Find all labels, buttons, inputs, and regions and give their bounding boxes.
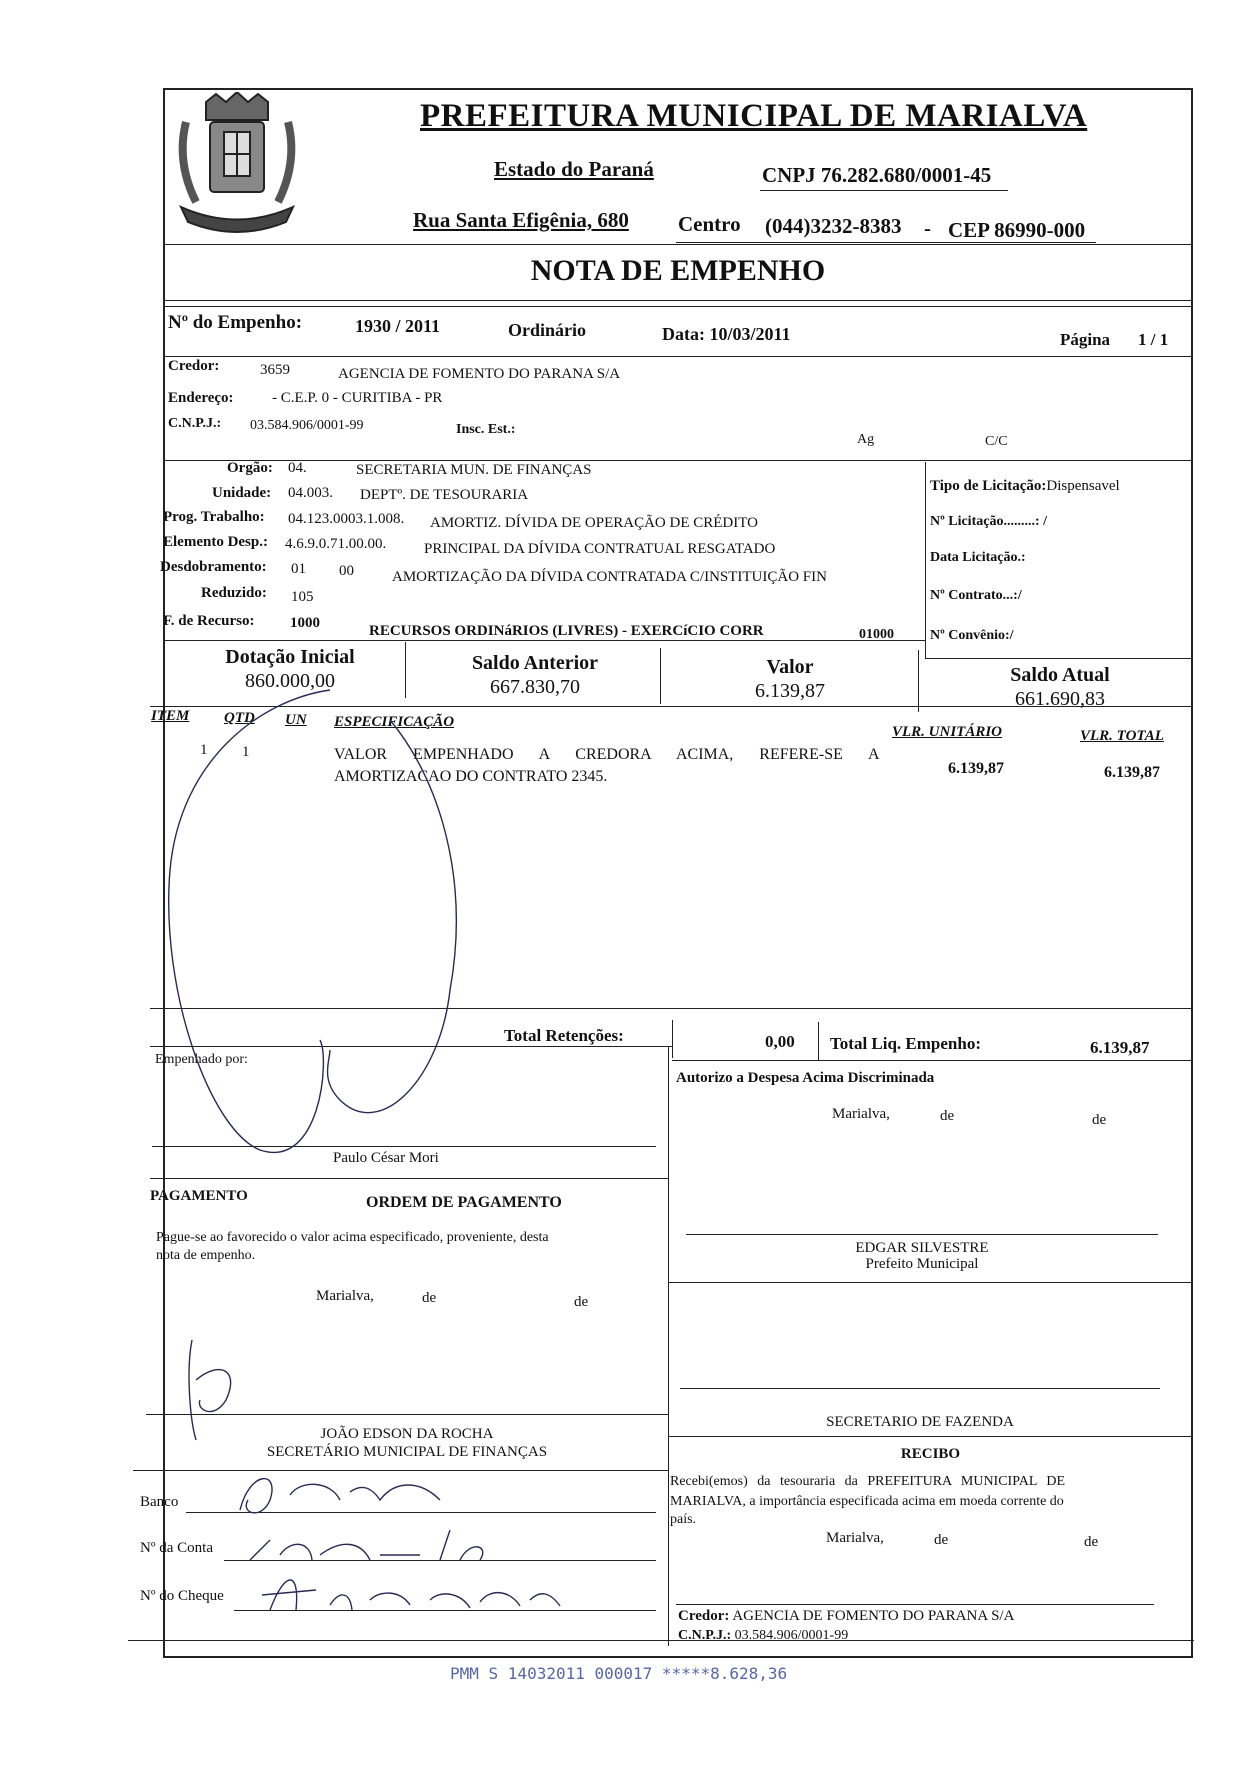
qty-header: QTD — [224, 710, 255, 726]
bid-number: Nº Licitação.........: / — [930, 514, 1047, 529]
bid-date: Data Licitação.: — [930, 550, 1026, 565]
account-label: C/C — [985, 434, 1008, 449]
signature-line — [152, 1146, 656, 1147]
net-empenho-label: Total Liq. Empenho: — [830, 1034, 981, 1053]
item-qty: 1 — [242, 744, 250, 760]
current-balance-value: 661.690,83 — [1015, 688, 1105, 710]
contract-number: Nº Contrato...:/ — [930, 588, 1022, 603]
authorization-label: Autorizo a Despesa Acima Discriminada — [676, 1070, 935, 1086]
signature-line — [676, 1604, 1154, 1605]
payment-text-line-1: Pague-se ao favorecido o valor acima especificado, proveniente, desta — [156, 1230, 549, 1245]
expense-element-label: Elemento Desp.: — [163, 534, 268, 550]
receipt-de-1: de — [934, 1532, 949, 1548]
account-line — [224, 1560, 656, 1561]
organ-label: Orgão: — [227, 460, 273, 476]
item-spec-line-2: AMORTIZACAO DO CONTRATO 2345. — [334, 768, 608, 785]
divider — [660, 648, 661, 704]
receipt-creditor-label: Credor: — [678, 1608, 730, 1624]
check-number-label: Nº do Cheque — [140, 1588, 224, 1604]
payment-text-line-2: nota de empenho. — [156, 1248, 256, 1263]
address-underline — [676, 242, 1096, 243]
rule — [163, 244, 1193, 245]
creditor-name: AGENCIA DE FOMENTO DO PARANA S/A — [338, 366, 621, 382]
breakdown-label: Desdobramento: — [160, 559, 267, 575]
rule — [163, 460, 1193, 461]
breakdown-name: AMORTIZAÇÃO DA DÍVIDA CONTRATADA C/INSTITUIÇÃO FIN — [392, 569, 827, 585]
creditor-label: Credor: — [168, 358, 220, 374]
rule — [925, 658, 1193, 659]
receipt-de-2: de — [1084, 1534, 1099, 1550]
issued-by-name: Paulo César Mori — [333, 1150, 439, 1166]
resource-code: 1000 — [290, 615, 320, 631]
bid-type-value: Dispensavel — [1046, 478, 1120, 494]
rule — [163, 640, 925, 641]
signature-line — [680, 1388, 1160, 1389]
authorization-place: Marialva, — [832, 1106, 890, 1122]
breakdown-code-a: 01 — [291, 561, 306, 577]
receipt-cnpj-label: C.N.P.J.: — [678, 1628, 732, 1643]
receipt-text-line-3: país. — [670, 1512, 697, 1527]
account-number-label: Nº da Conta — [140, 1540, 213, 1556]
document-title: NOTA DE EMPENHO — [530, 254, 826, 287]
state-registration-label: Insc. Est.: — [456, 422, 516, 437]
reduced-label: Reduzido: — [201, 585, 267, 601]
unit-header: UN — [285, 712, 307, 728]
payment-de-2: de — [574, 1294, 589, 1310]
phone: (044)3232-8383 — [765, 214, 902, 238]
payment-label: PAGAMENTO — [150, 1188, 248, 1204]
municipal-coat-of-arms-icon — [166, 92, 308, 242]
organ-code: 04. — [288, 460, 307, 476]
item-header: ITEM — [151, 708, 190, 724]
organ-name: SECRETARIA MUN. DE FINANÇAS — [356, 462, 592, 478]
cnpj-underline — [760, 190, 1008, 191]
receipt-cnpj-value: 03.584.906/0001-99 — [734, 1628, 849, 1643]
divider — [818, 1022, 819, 1060]
item-total-value: 6.139,87 — [1104, 764, 1160, 781]
net-empenho-value: 6.139,87 — [1090, 1038, 1150, 1057]
separator-dash: - — [924, 216, 931, 240]
signature-line — [146, 1414, 668, 1415]
retentions-label: Total Retenções: — [504, 1026, 624, 1045]
initial-allocation-label: Dotação Inicial — [225, 646, 355, 668]
agreement-number: Nº Convênio:/ — [930, 628, 1014, 643]
rule — [133, 1470, 668, 1471]
unit-name: DEPTº. DE TESOURARIA — [360, 487, 529, 503]
rule — [150, 1046, 672, 1047]
signature-line — [686, 1234, 1158, 1235]
district: Centro — [678, 212, 741, 236]
payment-de-1: de — [422, 1290, 437, 1306]
rule — [150, 1008, 1193, 1009]
mayor-name: EDGAR SILVESTRE — [855, 1240, 989, 1256]
agency-label: Ag — [857, 432, 875, 447]
postal-code: CEP 86990-000 — [948, 218, 1086, 242]
program-label: Prog. Trabalho: — [163, 509, 265, 525]
address-label: Endereço: — [168, 390, 234, 406]
rule — [163, 306, 1193, 307]
total-value-header: VLR. TOTAL — [1080, 728, 1164, 744]
value-amount: 6.139,87 — [755, 680, 825, 702]
divider — [405, 642, 406, 698]
bank-label: Banco — [140, 1494, 179, 1510]
check-line — [234, 1610, 656, 1611]
resource-name: RECURSOS ORDINáRIOS (LIVRES) - EXERCíCIO CORR — [369, 623, 764, 639]
receipt-creditor-name: AGENCIA DE FOMENTO DO PARANA S/A — [732, 1608, 1015, 1624]
receipt-place: Marialva, — [826, 1530, 884, 1546]
authorization-de-1: de — [940, 1108, 955, 1124]
item-number: 1 — [200, 742, 208, 758]
receipt-text-line-1: Recebi(emos) da tesouraria da PREFEITURA MUNICIPAL DE — [670, 1474, 1066, 1489]
validation-stamp: PMM S 14032011 000017 *****8.628,36 — [450, 1664, 788, 1683]
resource-label: F. de Recurso: — [163, 613, 255, 629]
cnpj-municipality: CNPJ 76.282.680/0001-45 — [762, 163, 992, 187]
program-code: 04.123.0003.1.008. — [288, 511, 405, 527]
state-label: Estado do Paraná — [494, 157, 654, 181]
authorization-de-2: de — [1092, 1112, 1107, 1128]
rule — [668, 1436, 1193, 1437]
breakdown-code-b: 00 — [339, 563, 354, 579]
reduced-code: 105 — [291, 589, 314, 605]
current-balance-label: Saldo Atual — [1010, 664, 1110, 686]
divider — [672, 1020, 673, 1058]
creditor-cnpj: 03.584.906/0001-99 — [250, 418, 364, 433]
receipt-cnpj — [678, 1628, 848, 1644]
retentions-value: 0,00 — [765, 1032, 795, 1051]
finance-secretary-name: JOÃO EDSON DA ROCHA — [320, 1426, 494, 1442]
page-label: Página — [1060, 330, 1111, 349]
unit-label: Unidade: — [212, 485, 272, 501]
divider — [918, 650, 919, 712]
rule — [128, 1640, 1194, 1641]
middle-divider — [668, 1046, 669, 1646]
receipt-creditor — [678, 1608, 1014, 1625]
rule — [150, 1178, 668, 1179]
bid-type-text: Tipo de Licitação: — [930, 478, 1047, 494]
item-spec-line-1: VALOR EMPENHADO A CREDORA ACIMA, REFERE-SE A — [334, 746, 880, 763]
program-name: AMORTIZ. DÍVIDA DE OPERAÇÃO DE CRÉDITO — [430, 515, 758, 531]
mayor-title: Prefeito Municipal — [865, 1256, 979, 1272]
item-unit-value: 6.139,87 — [948, 760, 1004, 777]
payment-place: Marialva, — [316, 1288, 374, 1304]
expense-element-code: 4.6.9.0.71.00.00. — [285, 536, 387, 552]
empenho-number: 1930 / 2011 — [355, 316, 441, 336]
creditor-address: - C.E.P. 0 - CURITIBA - PR — [272, 390, 443, 406]
treasury-secretary-title: SECRETARIO DE FAZENDA — [826, 1414, 1014, 1430]
receipt-text-line-2: MARIALVA, a importância especificada acima em moeda corrente do — [670, 1494, 1064, 1509]
finance-secretary-title: SECRETÁRIO MUNICIPAL DE FINANÇAS — [266, 1444, 548, 1460]
resource-number: 01000 — [859, 627, 894, 642]
previous-balance-value: 667.830,70 — [490, 676, 580, 698]
rule — [672, 1060, 1193, 1061]
bid-type-label — [930, 478, 1120, 495]
value-label: Valor — [766, 656, 814, 678]
empenho-number-label: Nº do Empenho: — [168, 312, 303, 333]
creditor-code: 3659 — [260, 362, 290, 378]
empenho-type: Ordinário — [508, 320, 587, 340]
rule — [668, 1282, 1193, 1283]
unit-code: 04.003. — [288, 485, 333, 501]
empenho-date: Data: 10/03/2011 — [662, 324, 791, 344]
expense-element-name: PRINCIPAL DA DÍVIDA CONTRATUAL RESGATADO — [424, 541, 776, 557]
specification-header: ESPECIFICAÇÃO — [334, 714, 455, 730]
receipt-label: RECIBO — [900, 1446, 961, 1462]
rule — [150, 706, 1193, 707]
creditor-cnpj-label: C.N.P.J.: — [168, 416, 222, 431]
rule — [163, 300, 1193, 301]
initial-allocation-value: 860.000,00 — [245, 670, 335, 692]
payment-order-label: ORDEM DE PAGAMENTO — [366, 1194, 562, 1211]
bank-line — [186, 1512, 656, 1513]
municipality-title: PREFEITURA MUNICIPAL DE MARIALVA — [420, 98, 1088, 134]
street-address: Rua Santa Efigênia, 680 — [413, 208, 629, 232]
previous-balance-label: Saldo Anterior — [471, 652, 599, 674]
page-number: 1 / 1 — [1138, 330, 1169, 349]
unit-value-header: VLR. UNITÁRIO — [892, 724, 1003, 740]
rule — [163, 356, 1193, 357]
issued-by-label: Empenhado por: — [155, 1052, 248, 1067]
divider — [925, 462, 926, 658]
